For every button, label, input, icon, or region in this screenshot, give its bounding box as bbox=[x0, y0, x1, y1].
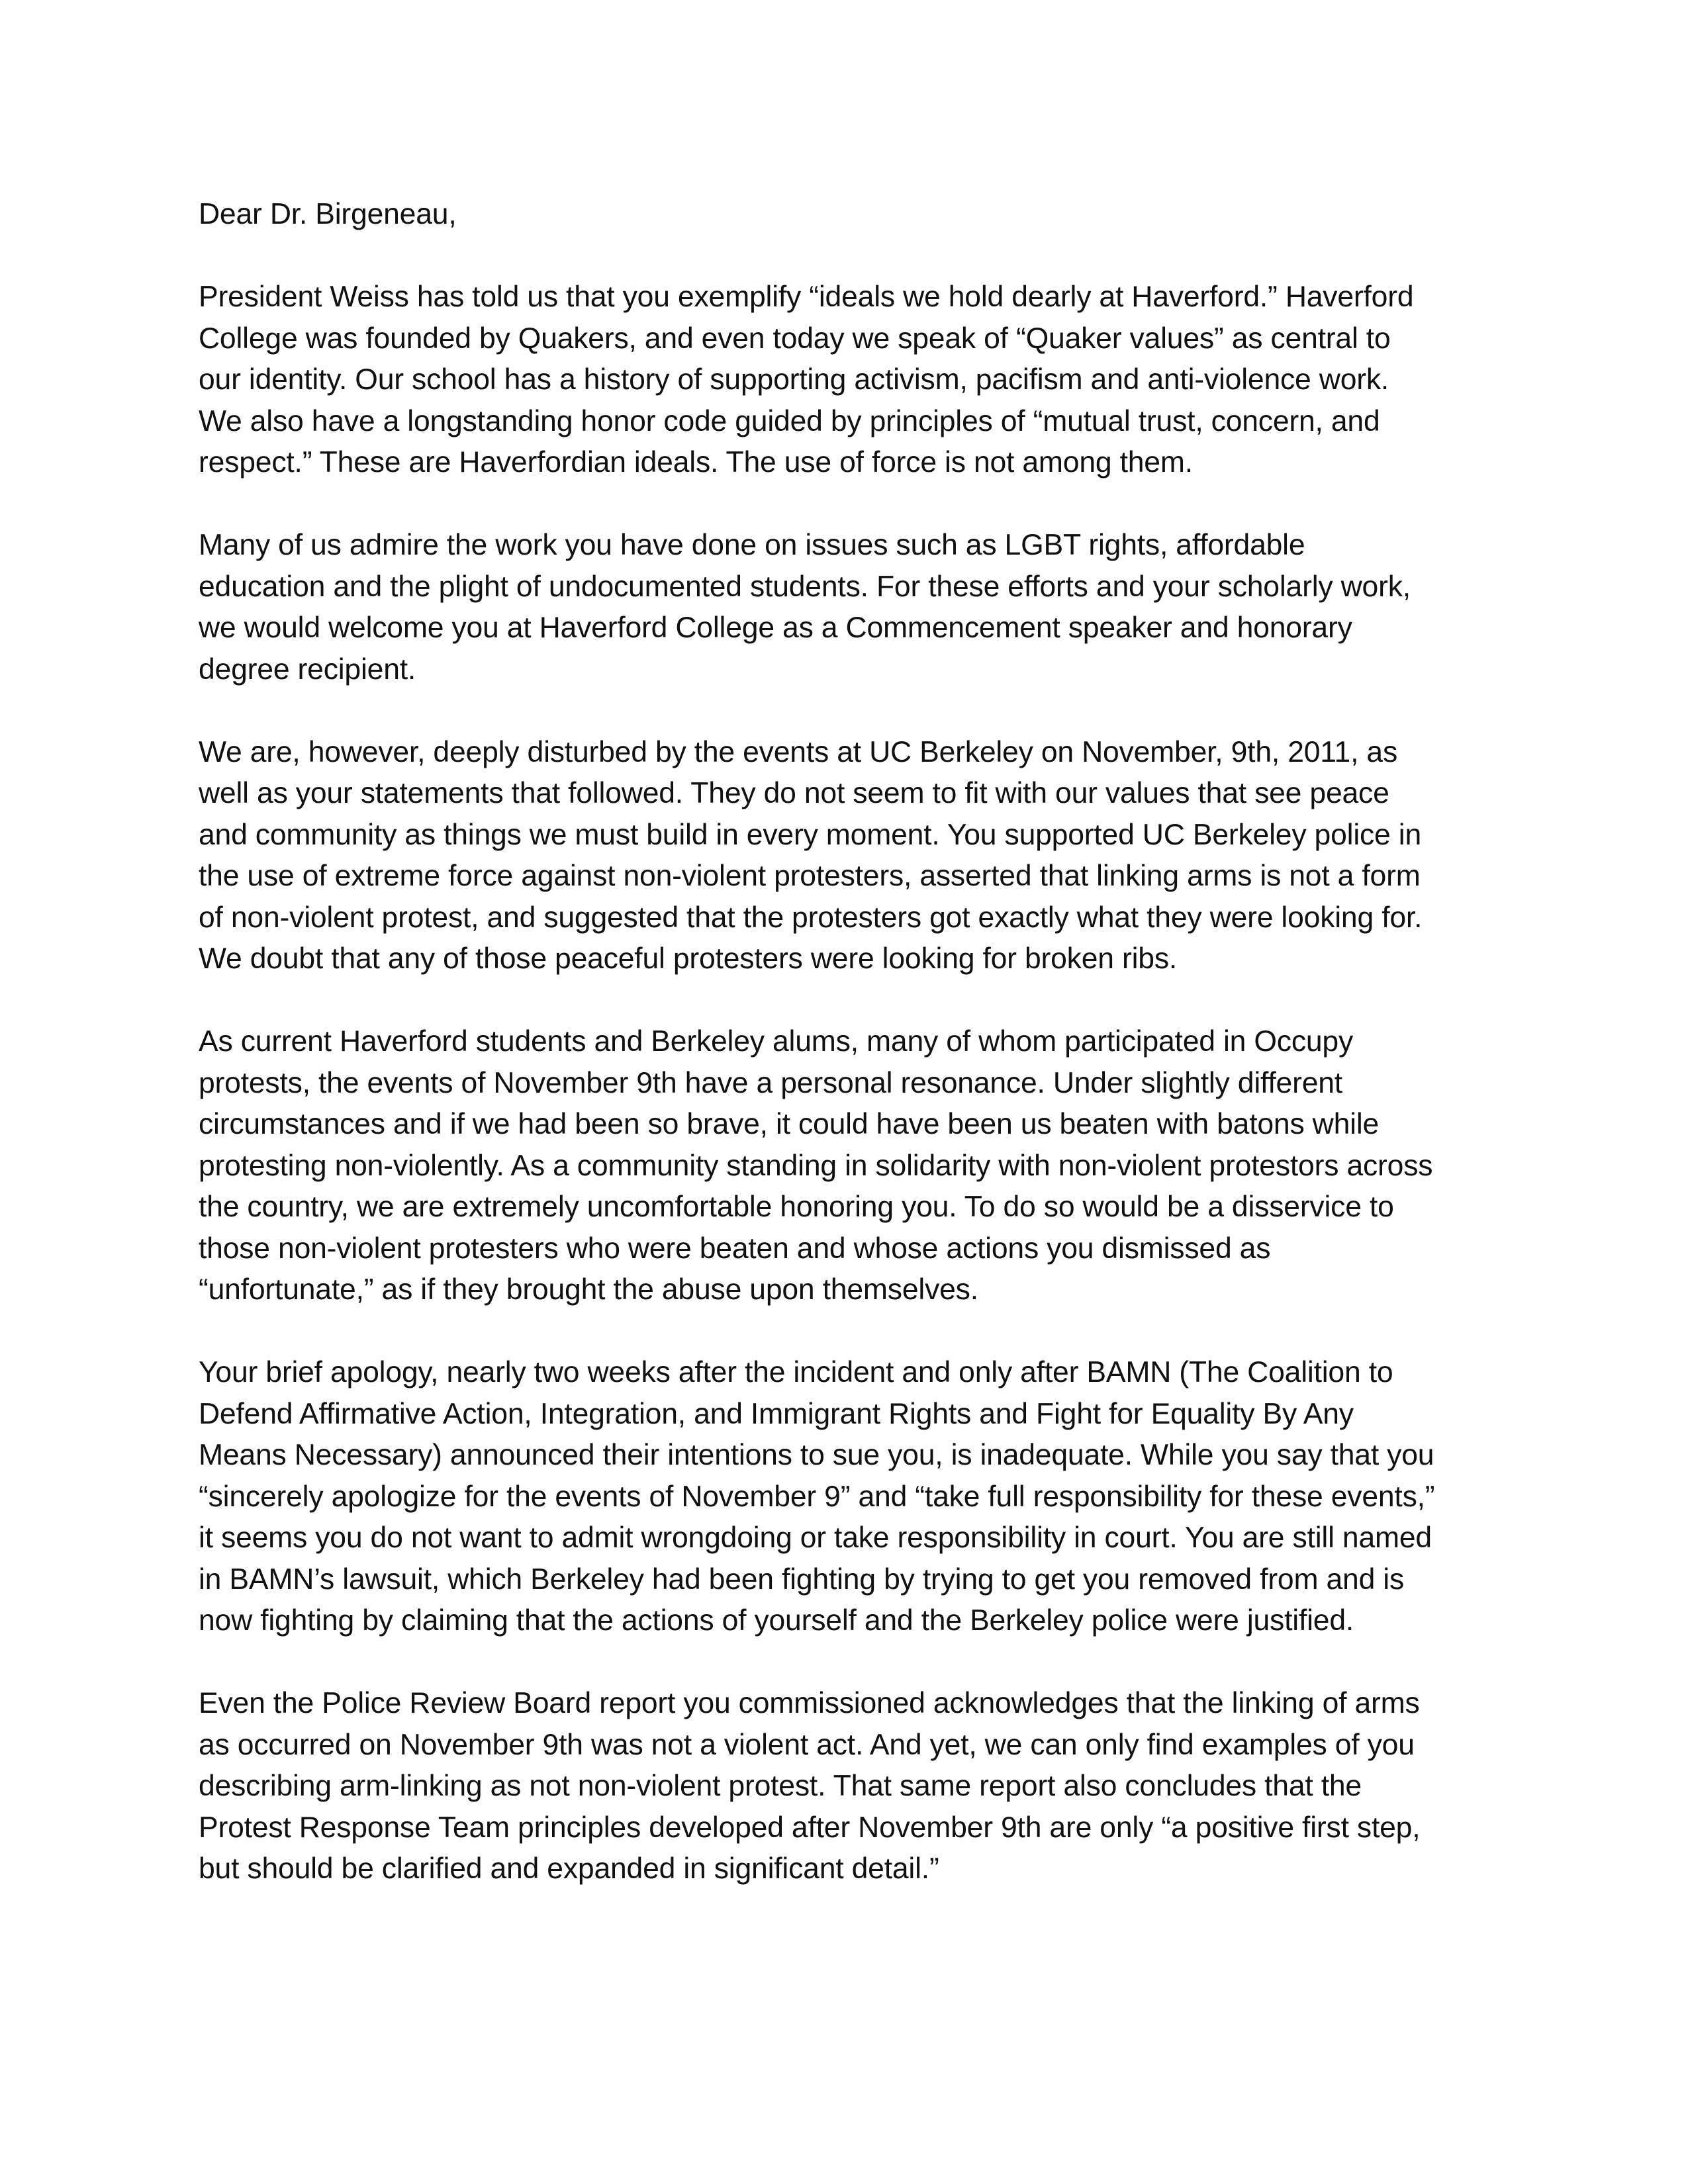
paragraph-review-board bbox=[199, 1683, 1523, 1890]
paragraph-personal-resonance bbox=[199, 1021, 1523, 1311]
text-line: now fighting by claiming that the actions of yourself and the Berkeley police were justified. bbox=[199, 1604, 1354, 1637]
salutation: Dear Dr. Birgeneau, bbox=[199, 198, 457, 230]
text-line: Even the Police Review Board report you commissioned acknowledges that the linking of arms bbox=[199, 1687, 1420, 1719]
text-line: We also have a longstanding honor code guided by principles of “mutual trust, concern, and bbox=[199, 404, 1380, 437]
text-line: Many of us admire the work you have done on issues such as LGBT rights, affordable bbox=[199, 529, 1305, 561]
text-line: well as your statements that followed. They do not seem to fit with our values that see peace bbox=[199, 777, 1389, 809]
letter-page bbox=[199, 194, 1523, 1931]
text-line: but should be clarified and expanded in significant detail.” bbox=[199, 1852, 939, 1885]
text-line: degree recipient. bbox=[199, 653, 416, 686]
text-line: “sincerely apologize for the events of November 9” and “take full responsibility for these events,” bbox=[199, 1480, 1435, 1513]
text-line: Protest Response Team principles developed after November 9th are only “a positive first step, bbox=[199, 1811, 1421, 1844]
text-line: Defend Affirmative Action, Integration, and Immigrant Rights and Fight for Equality By Any bbox=[199, 1397, 1354, 1430]
text-line: We doubt that any of those peaceful protesters were looking for broken ribs. bbox=[199, 942, 1178, 975]
text-line: College was founded by Quakers, and even today we speak of “Quaker values” as central to bbox=[199, 322, 1391, 355]
paragraph-admiration bbox=[199, 525, 1523, 690]
text-line: the country, we are extremely uncomfortable honoring you. To do so would be a disservice to bbox=[199, 1191, 1394, 1223]
paragraph-haverford-ideals bbox=[199, 277, 1523, 484]
text-line: and community as things we must build in every moment. You supported UC Berkeley police in bbox=[199, 818, 1422, 851]
text-line: Your brief apology, nearly two weeks after the incident and only after BAMN (The Coalition to bbox=[199, 1356, 1393, 1388]
text-line: As current Haverford students and Berkeley alums, many of whom participated in Occupy bbox=[199, 1025, 1354, 1058]
text-line: protesting non-violently. As a community standing in solidarity with non-violent protestors across bbox=[199, 1149, 1433, 1182]
text-line: Means Necessary) announced their intentions to sue you, is inadequate. While you say that you bbox=[199, 1439, 1434, 1471]
paragraph-apology bbox=[199, 1352, 1523, 1642]
text-line: in BAMN’s lawsuit, which Berkeley had been fighting by trying to get you removed from and is bbox=[199, 1563, 1405, 1596]
text-line: the use of extreme force against non-violent protesters, asserted that linking arms is not a form bbox=[199, 860, 1421, 892]
text-line: education and the plight of undocumented students. For these efforts and your scholarly work, bbox=[199, 570, 1411, 603]
text-line: as occurred on November 9th was not a violent act. And yet, we can only find examples of you bbox=[199, 1728, 1415, 1761]
text-line: those non-violent protesters who were beaten and whose actions you dismissed as bbox=[199, 1232, 1271, 1265]
text-line: We are, however, deeply disturbed by the events at UC Berkeley on November, 9th, 2011, as bbox=[199, 735, 1398, 768]
text-line: describing arm-linking as not non-violent protest. That same report also concludes that the bbox=[199, 1770, 1362, 1802]
paragraph-november-events bbox=[199, 732, 1523, 980]
text-line: respect.” These are Haverfordian ideals. The use of force is not among them. bbox=[199, 446, 1193, 478]
text-line: of non-violent protest, and suggested that the protesters got exactly what they were looking for. bbox=[199, 901, 1423, 934]
text-line: circumstances and if we had been so brave, it could have been us beaten with batons while bbox=[199, 1108, 1380, 1140]
text-line: we would welcome you at Haverford College as a Commencement speaker and honorary bbox=[199, 612, 1352, 644]
text-line: President Weiss has told us that you exemplify “ideals we hold dearly at Haverford.” Haverford bbox=[199, 281, 1414, 313]
text-line: our identity. Our school has a history of supporting activism, pacifism and anti-violence work. bbox=[199, 363, 1389, 396]
text-line: protests, the events of November 9th have a personal resonance. Under slightly different bbox=[199, 1066, 1342, 1099]
text-line: it seems you do not want to admit wrongdoing or take responsibility in court. You are still named bbox=[199, 1522, 1432, 1554]
text-line: “unfortunate,” as if they brought the abuse upon themselves. bbox=[199, 1273, 978, 1306]
